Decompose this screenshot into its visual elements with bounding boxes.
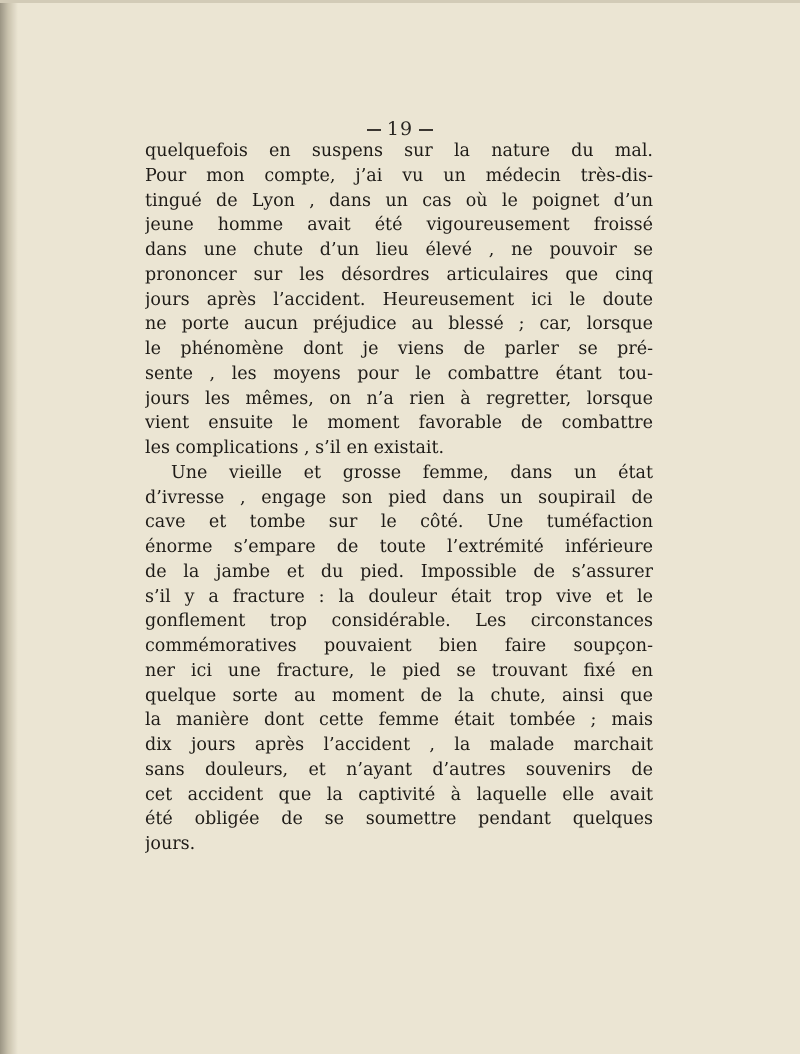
text-line: quelque sorte au moment de la chute, ainsi que: [145, 685, 653, 706]
text-line: dans une chute d’un lieu élevé , ne pouvoir se: [145, 240, 653, 260]
text-line: les complications , s’il en existait.: [145, 438, 445, 458]
text-line: Une vieille et grosse femme, dans un état: [171, 462, 653, 483]
text-line: cet accident que la captivité à laquelle elle avait: [145, 784, 653, 805]
text-line: gonflement trop considérable. Les circonstances: [145, 611, 653, 632]
text-line: jeune homme avait été vigoureusement froissé: [145, 215, 653, 236]
text-line: vient ensuite le moment favorable de combattre: [145, 413, 653, 434]
page-top-edge: [0, 0, 800, 3]
header-dash-right: [419, 129, 433, 131]
text-line: cave et tombe sur le côté. Une tuméfaction: [145, 512, 653, 533]
text-line: commémoratives pouvaient bien faire soupçon-: [145, 636, 653, 656]
text-line: le phénomène dont je viens de parler se pré-: [145, 339, 653, 359]
text-line: ner ici une fracture, le pied se trouvant fixé en: [145, 660, 653, 681]
text-line: sans douleurs, et n’ayant d’autres souvenirs de: [145, 759, 653, 780]
text-line: la manière dont cette femme était tombée ; mais: [145, 710, 653, 731]
text-line: été obligée de se soumettre pendant quelques: [145, 809, 653, 830]
text-line: sente , les moyens pour le combattre étant tou-: [145, 363, 653, 384]
text-line: jours les mêmes, on n’a rien à regretter, lorsque: [145, 388, 653, 409]
text-line: dix jours après l’accident , la malade marchait: [145, 735, 653, 755]
text-line: s’il y a fracture : la douleur était trop vive et le: [145, 586, 653, 607]
text-line: jours.: [145, 834, 196, 854]
text-line: prononcer sur les désordres articulaires que cinq: [145, 264, 653, 285]
text-line: quelquefois en suspens sur la nature du mal.: [145, 141, 653, 161]
text-line: énorme s’empare de toute l’extrémité inférieure: [145, 537, 653, 557]
text-line: jours après l’accident. Heureusement ici le doute: [145, 289, 653, 310]
text-line: Pour mon compte, j’ai vu un médecin très-dis-: [145, 165, 653, 186]
body-text: [145, 139, 653, 857]
paragraph-2: [145, 461, 653, 857]
text-line: tingué de Lyon , dans un cas où le poignet d’un: [145, 190, 653, 211]
page-number: 19: [386, 118, 414, 140]
text-line: de la jambe et du pied. Impossible de s’assurer: [145, 561, 653, 582]
binding-shadow: [0, 0, 18, 1054]
text-line: d’ivresse , engage son pied dans un soupirail de: [145, 487, 653, 508]
text-line: ne porte aucun préjudice au blessé ; car, lorsque: [145, 314, 653, 335]
paragraph-1: [145, 139, 653, 461]
page-number-header: [0, 118, 800, 140]
header-dash-left: [367, 129, 381, 131]
